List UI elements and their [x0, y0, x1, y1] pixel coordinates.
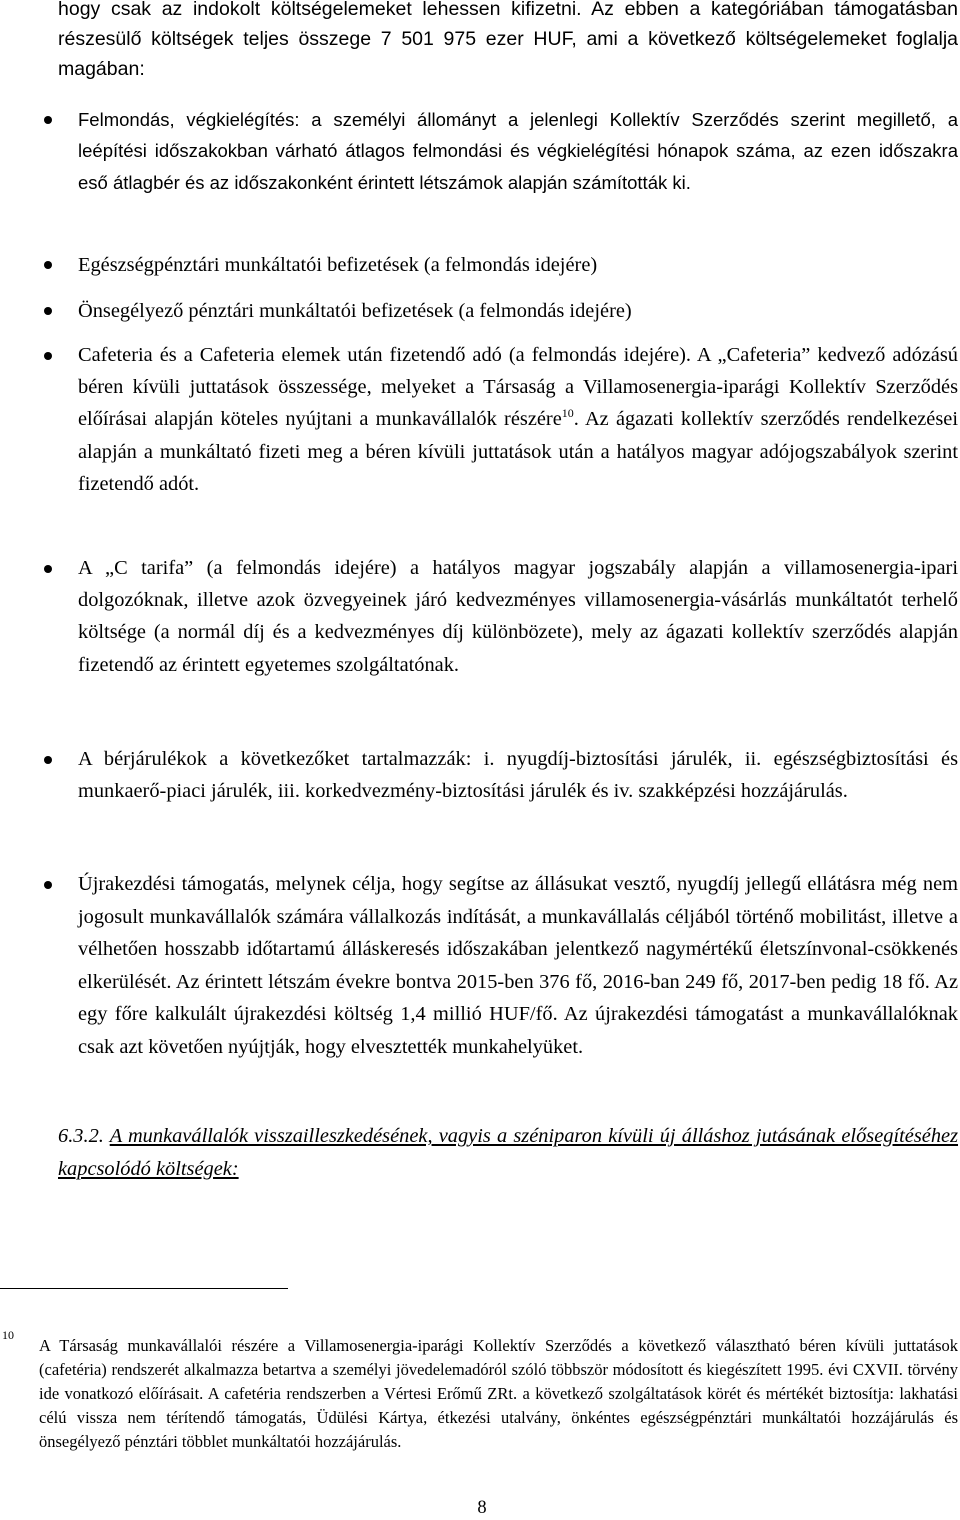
list-item-severance [78, 104, 958, 198]
page-number: 8 [477, 1498, 487, 1518]
list-item-cafeteria [78, 339, 958, 500]
list-item-text: Újrakezdési támogatás, melynek célja, hogy segítse az állásukat vesztő, nyugdíj jellegű ellátásra még nem jogosult munkavállalók számára vállalkozás indítását, a munkavállalás céljából történő mobilitást, illetve a vélhetően hosszabb időtartamú álláskeresés időszakában jelentkező nagymértékű életszínvonal-csökkenés elkerülését. Az érintett létszám évekre bontva 2015-ben 376 fő, 2016-ban 249 fő, 2017-ben pedig 18 fő. Az egy főre kalkulált újrakezdési költség 1,4 millió HUF/fő. Az újrakezdési támogatást a munkavállalóknak csak azt követően nyújtják, hogy elvesztették munkahelyüket. [78, 873, 958, 1058]
list-item-text: Cafeteria és a Cafeteria elemek után fizetendő adó (a felmondás idejére). A „Cafeteria” kedvező adózású béren kívüli juttatások összessége, melyeket a Társaság a Villamosenergia-iparági Kollektív Szerződés előírásai alapján köteles nyújtani a munkavállalók részére [78, 344, 958, 431]
list-item-text: A „C tarifa” (a felmondás idejére) a hatályos magyar jogszabály alapján a villamosenergia-ipari dolgozóknak, illetve azok özvegyeinek járó kedvezményes villamosenergia-vásárlás munkáltatót terhelő költsége (a normál díj és a kedvezményes díj különbözete), mely az ágazati kollektív szerződés alapján fizetendő az érintett egyetemes szolgáltatónak. [78, 557, 958, 676]
footnote-text: A Társaság munkavállalói részére a Villamosenergia-iparági Kollektív Szerződés a következő választható béren kívüli juttatások (cafetéria) rendszerét alkalmazza betartva a személyi jövedelemadóról szóló többször módosított és kiegészített 1995. évi CXVII. törvény ide vonatkozó előírásait. A cafetéria rendszerben a Vértesi Erőmű ZRt. a következő szolgáltatások körét és mértékét biztosítja: lakhatási célú vissza nem térítendő támogatás, Üdülési Kártya, étkezési utalvány, önkéntes egészségpénztári munkáltatói hozzájárulás és önsegélyező pénztári többlet munkáltatói hozzájárulás. [39, 1336, 958, 1452]
list-item-text: Felmondás, végkielégítés: a személyi állományt a jelenlegi Kollektív Szerződés szerint megillető, a leépítési időszakokban várható átlagos felmondási és végkielégítési hónapok száma, az ezen időszakra eső átlagbér és az időszakonként érintett létszámok alapján számították ki. [78, 109, 958, 193]
bullet-icon [44, 352, 52, 360]
footnote-separator [0, 1288, 288, 1289]
list-item-text: Önsegélyező pénztári munkáltatói befizetések (a felmondás idejére) [78, 300, 632, 322]
list-item-text-continued: . Az ágazati kollektív szerződés rendelkezései alapján a munkáltató fizeti meg a béren kívüli juttatások után a hatályos magyar adójogszabályok szerint fizetendő adót. [78, 408, 958, 495]
bullet-icon [44, 116, 52, 124]
bullet-icon [44, 756, 52, 764]
list-item-c-tariff [78, 552, 958, 681]
section-heading [58, 1120, 958, 1186]
list-item-mutual-fund [78, 297, 958, 325]
list-item-restart-support [78, 868, 958, 1064]
bullet-icon [44, 261, 52, 269]
footnote-marker: 10 [2, 1328, 14, 1342]
footnote-reference[interactable]: 10 [561, 406, 574, 421]
list-item-payroll-contributions [78, 743, 958, 807]
section-number: 6.3.2. [58, 1125, 104, 1147]
list-item-text: A bérjárulékok a következőket tartalmazzák: i. nyugdíj-biztosítási járulék, ii. egészségbiztosítási és munkaerő-piaci járulék, iii. korkedvezmény-biztosítási járulék és iv. szakképzési hozzájárulás. [78, 748, 958, 803]
bullet-icon [44, 307, 52, 315]
bullet-icon [44, 565, 52, 573]
bullet-icon [44, 881, 52, 889]
list-item-health-fund [78, 251, 958, 279]
section-title: A munkavállalók visszailleszkedésének, vagyis a széniparon kívüli új álláshoz jutásának elősegítéséhez kapcsolódó költségek: [58, 1125, 959, 1180]
list-item-text: Egészségpénztári munkáltatói befizetések (a felmondás idejére) [78, 254, 598, 276]
intro-paragraph: hogy csak az indokolt költségelemeket lehessen kifizetni. Az ebben a kategóriában támogatásban részesülő költségek teljes összege 7 501 975 ezer HUF, ami a következő költségelemeket foglalja magában: [58, 0, 958, 80]
